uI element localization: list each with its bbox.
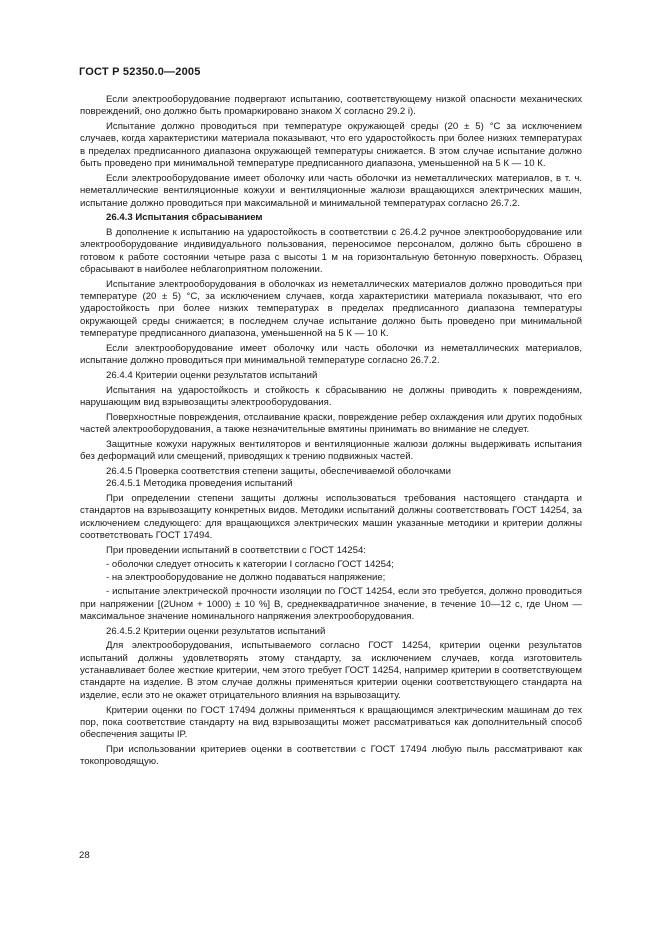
paragraph: Если электрооборудование подвергают испытанию, соответствующему низкой опасности механических повреждений, оно должно быть промаркировано знаком X согласно 29.2 i).: [80, 94, 582, 118]
section-heading-26-4-3: 26.4.3 Испытания сбрасыванием: [106, 212, 263, 224]
paragraph: При использовании критериев оценки в соответствии с ГОСТ 17494 любую пыль рассматривают как токопроводящую.: [80, 743, 582, 768]
page-body: [80, 94, 582, 771]
list-item: - на электрооборудование не должно подаваться напряжение;: [106, 572, 386, 584]
section-heading-26-4-4: 26.4.4 Критерии оценки результатов испытаний: [106, 369, 318, 381]
paragraph: В дополнение к испытанию на ударостойкость в соответствии с 26.4.2 ручное электрооборудование или электрооборудование индивидуального пользования, переносимое персоналом, должно быть сброшено в готовом к работе состоянии четыре раза с высоты 1 м на горизонтальную бетонную поверхность. Образец сбрасывают в наиболее неблагоприятном положении.: [80, 227, 582, 276]
paragraph: Испытание электрооборудования в оболочках из неметаллических материалов должно проводиться при температуре (20 ± 5) °С, за исключением случаев, когда характеристики материала показывают, что его ударостойкость при более низких температурах в пределах предписанного диапазона температуры окружающей среды снижается; в последнем случае испытание должно быть проведено при минимальной температуре предписанного диапазона, уменьшенной на 5 К — 10 К.: [80, 278, 582, 340]
section-heading-26-4-5: 26.4.5 Проверка соответствия степени защиты, обеспечиваемой оболочками: [106, 465, 451, 477]
paragraph: Если электрооборудование имеет оболочку или часть оболочки из неметаллических материалов, испытание должно проводиться при минимальной температуре согласно 26.7.2.: [80, 342, 582, 367]
paragraph: При определении степени защиты должны использоваться требования настоящего стандарта и стандартов на взрывозащиту конкретных видов. Методики испытаний должны соответствовать ГОСТ 14254, за исключением следующего: для вращающихся электрических машин указанные методики и критерии должны соответствовать ГОСТ 17494.: [80, 493, 582, 542]
standard-header: ГОСТ Р 52350.0—2005: [79, 66, 201, 78]
list-item: - оболочки следует относить к категории I согласно ГОСТ 14254;: [106, 558, 394, 570]
paragraph: Испытание должно проводиться при температуре окружающей среды (20 ± 5) °С за исключением случаев, когда характеристики материала показывают, что его ударостойкость при более низких температурах в пределах предписанного диапазона окружающей температуры снижается. В этом случае испытание должно быть проведено при минимальной температуре предписанного диапазона, уменьшенной на 5 К — 10 К.: [80, 121, 582, 170]
section-heading-26-4-5-1: 26.4.5.1 Методика проведения испытаний: [106, 478, 293, 490]
paragraph: Испытания на ударостойкость и стойкость к сбрасыванию не должны приводить к повреждениям, нарушающим вид взрывозащиты электрооборудования.: [80, 384, 582, 409]
paragraph: Поверхностные повреждения, отслаивание краски, повреждение ребер охлаждения или других подобных частей электрооборудования, а также незначительные вмятины принимать во внимание не следует.: [80, 411, 582, 436]
paragraph: При проведении испытаний в соответствии с ГОСТ 14254:: [106, 544, 366, 556]
list-item: - испытание электрической прочности изоляции по ГОСТ 14254, если это требуется, должно проводиться при напряжении [(2Uном + 1000) ± 10 %] В, среднеквадратичное значение, в течение 10—12 с, где Uном — максимальное значение номинального напряжения электрооборудования.: [80, 586, 582, 622]
page-number: 28: [79, 850, 90, 861]
paragraph: Критерии оценки по ГОСТ 17494 должны применяться к вращающимся электрическим машинам до тех пор, пока соответствие стандарту на вид взрывозащиты может рассматриваться как дополнительный способ обеспечения защиты IP.: [80, 704, 582, 741]
section-heading-26-4-5-2: 26.4.5.2 Критерии оценки результатов испытаний: [106, 625, 326, 637]
paragraph: Для электрооборудования, испытываемого согласно ГОСТ 14254, критерии оценки результатов испытаний должны удовлетворять этому стандарту, за исключением случаев, когда изготовитель устанавливает более жесткие критерии, чем этого требует ГОСТ 14254, например критерии в соответствующем стандарте на изделие. В этом случае должны применяться критерии оценки соответствующего стандарта на изделие, если это не окажет отрицательного влияния на взрывозащиту.: [80, 640, 582, 701]
paragraph: Если электрооборудование имеет оболочку или часть оболочки из неметаллических материалов, в т. ч. неметаллические вентиляционные кожухи и вентиляционные жалюзи вращающихся электрических машин, испытание должно проводиться при максимальной и минимальной температурах согласно 26.7.2.: [80, 172, 582, 209]
paragraph: Защитные кожухи наружных вентиляторов и вентиляционные жалюзи должны выдерживать испытания без деформаций или смещений, приводящих к трению подвижных частей.: [80, 438, 582, 463]
